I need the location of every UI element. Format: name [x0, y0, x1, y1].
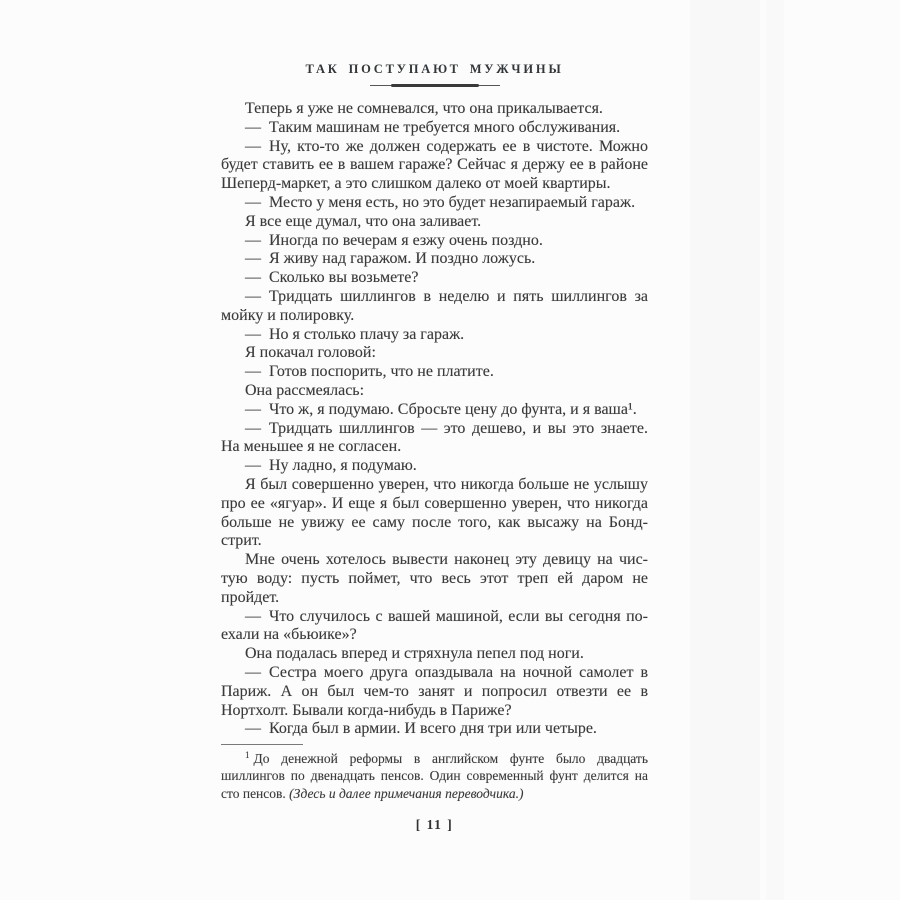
footnote-translator-note: (Здесь и далее примечания переводчика.): [289, 785, 524, 801]
page-header: [221, 62, 648, 87]
paragraph: — Я живу над гаражом. И поздно ложусь.: [245, 250, 536, 268]
paragraph: — Готов поспорить, что не платите.: [245, 363, 494, 381]
paragraph: — Место у меня есть, но это будет незапираемый гараж.: [245, 193, 636, 211]
scan-artifact: [766, 0, 784, 900]
paragraph: Она подалась вперед и стряхнула пепел под ноги.: [245, 645, 584, 663]
page-number: [ 11 ]: [415, 816, 454, 832]
paragraph: — Ну, кто-то же должен содержать ее в чистоте. Можно будет ставить ее в вашем гараже? Сейчас я держу ее в районе Шеперд-маркет, а это слишком далеко от моей квартиры.: [221, 137, 648, 193]
paragraph: — Что ж, я подумаю. Сбросьте цену до фунта, и я ваша¹.: [245, 400, 637, 418]
footnote-divider: [221, 744, 303, 745]
text-column: [221, 62, 648, 833]
footnote-body: До денежной реформы в английском фунте было двадцать шиллингов по двенадцать пенсов. Один современный фунт делится на сто пенсов.: [221, 751, 648, 801]
paragraph: — Тридцать шиллингов — это дешево, и вы это знаете. На меньшее я не согласен.: [221, 419, 648, 456]
title-divider-thick-line: [391, 84, 479, 87]
paragraph: Я покачал головой:: [245, 344, 376, 362]
paragraph: Теперь я уже не сомневался, что она прикалывается.: [245, 100, 603, 117]
footnote-marker: 1: [245, 749, 250, 760]
paragraph: — Сколько вы возьмете?: [245, 269, 419, 287]
paragraph: — Но я столько плачу за гараж.: [245, 325, 465, 343]
running-title: ТАК ПОСТУПАЮТ МУЖЧИНЫ: [305, 62, 564, 76]
paragraph: Я был совершенно уверен, что никогда больше не услышу про ее «ягуар». И еще я был совершенно уверен, что никогда больше не увижу ее саму после того, как высажу на Бонд-стрит.: [221, 475, 648, 550]
footnote-text: [221, 750, 648, 802]
paragraph: — Когда был в армии. И всего дня три или четыре.: [245, 720, 597, 738]
paragraph: — Иногда по вечерам я езжу очень поздно.: [245, 231, 543, 249]
paragraph: Я все еще думал, что она заливает.: [245, 212, 482, 230]
title-divider: [370, 84, 500, 87]
paragraph: — Тридцать шиллингов в неделю и пять шиллингов за мойку и полировку.: [221, 287, 648, 324]
paragraph: — Сестра моего друга опаздывала на ночной самолет в Париж. А он был чем-то занят и попросил отвезти ее в Нортхолт. Бывали когда-нибудь в Париже?: [221, 663, 648, 719]
body-text: [221, 100, 648, 739]
paragraph: — Таким машинам не требуется много обслуживания.: [245, 118, 621, 136]
scan-artifact: [690, 0, 760, 900]
paragraph: — Что случилось с вашей машиной, если вы сегодня поехали на «бьюике»?: [221, 607, 648, 644]
paragraph: Она рассмеялась:: [245, 381, 365, 399]
footnote-section: [221, 744, 648, 802]
paragraph: Мне очень хотелось вывести наконец эту девицу на чистую воду: пусть поймет, что весь этот треп ей даром не пройдет.: [221, 551, 648, 606]
paragraph: — Ну ладно, я подумаю.: [245, 457, 417, 475]
